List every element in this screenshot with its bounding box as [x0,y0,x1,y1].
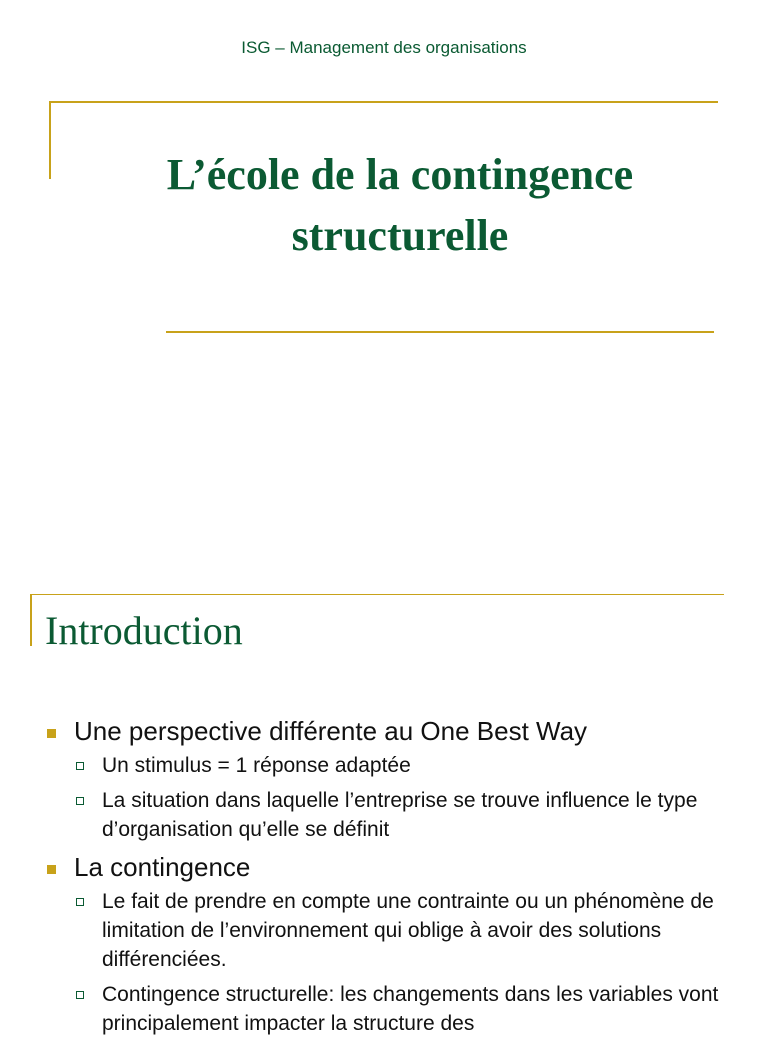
intro-top-rule [30,594,724,595]
hollow-square-bullet-icon [76,991,84,999]
hollow-square-bullet-icon [76,898,84,906]
bullet-text: La contingence [74,852,251,882]
sub-list-item [0,980,768,1038]
title-line-2: structurelle [291,211,509,260]
left-rule [49,101,51,179]
sub-bullet-text: Contingence structurelle: les changements dans les variables vont principalement impacter la structure des [102,983,719,1035]
hollow-square-bullet-icon [76,762,84,770]
bullet-list [0,714,768,1044]
title-line-1: L’école de la contingence [166,150,634,199]
bullet-text: Une perspective différente au One Best Way [74,716,588,746]
slide-title [60,144,740,266]
hollow-square-bullet-icon [76,797,84,805]
list-item [0,850,768,884]
square-bullet-icon [47,729,56,738]
sub-bullet-text: Un stimulus = 1 réponse adaptée [102,754,411,777]
sub-bullet-text: Le fait de prendre en compte une contrainte ou un phénomène de limitation de l’environnement qui oblige à avoir des solutions différenciées. [102,890,714,971]
sub-list-item [0,786,768,844]
list-item [0,714,768,748]
square-bullet-icon [47,865,56,874]
sub-list-item [0,887,768,974]
intro-title: Introduction [45,608,243,653]
sub-bullet-text: La situation dans laquelle l’entreprise se trouve influence le type d’organisation qu’elle se définit [102,789,698,841]
slide-header: ISG – Management des organisations [241,38,527,57]
bottom-rule [166,331,714,333]
sub-list-item [0,751,768,780]
intro-left-rule [30,594,32,646]
top-rule [49,101,718,103]
